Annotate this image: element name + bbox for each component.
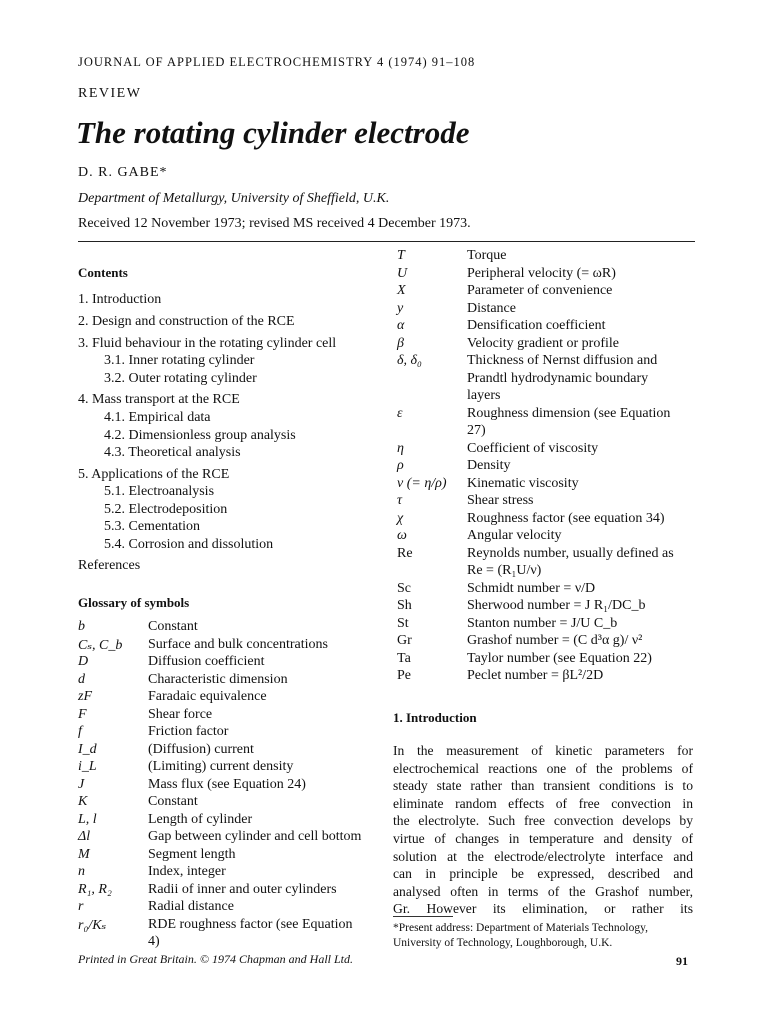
glossary-definition: Characteristic dimension: [148, 671, 288, 687]
glossary-definition: Index, integer: [148, 864, 226, 879]
glossary-definition: Schmidt number = ν/D: [467, 580, 596, 596]
contents-item: 3. Fluid behaviour in the rotating cylinder cell: [78, 336, 337, 351]
glossary-symbol: T: [397, 248, 405, 263]
affiliation: Department of Metallurgy, University of Sheffield, U.K.: [78, 191, 390, 206]
glossary-definition: Length of cylinder: [148, 811, 253, 827]
glossary-symbol: Gr: [397, 633, 412, 648]
glossary-symbol: J: [78, 776, 85, 792]
glossary-definition: RDE roughness factor (see Equation: [148, 916, 353, 932]
section-label: REVIEW: [78, 86, 142, 101]
intro-line: solution at the electrode/electrolyte interface and: [393, 848, 693, 864]
footnote: [393, 921, 648, 951]
glossary-definition: Roughness factor (see equation 34): [467, 510, 665, 526]
contents-item: 5.3. Cementation: [104, 519, 201, 534]
glossary-definition: Gap between cylinder and cell bottom: [148, 829, 362, 844]
glossary-symbol: ν (= η/ρ): [397, 475, 447, 491]
contents-item: 3.2. Outer rotating cylinder: [104, 371, 257, 386]
intro-paragraph: [393, 742, 693, 918]
header-rule: [78, 241, 695, 242]
glossary-symbol: U: [397, 265, 408, 281]
glossary-symbol: Sh: [397, 598, 412, 613]
glossary-symbol: I_d: [78, 741, 97, 757]
glossary-definition: Friction factor: [148, 724, 229, 739]
glossary-symbol: L, l: [78, 811, 97, 827]
glossary-definition: Diffusion coefficient: [148, 654, 265, 669]
glossary-symbol: d: [78, 671, 85, 687]
intro-line: In the measurement of kinetic parameters for: [393, 743, 693, 758]
intro-line: can in principle be expressed, described and: [393, 866, 693, 882]
glossary-symbol: χ: [397, 510, 404, 526]
glossary-definition: 4): [148, 934, 160, 949]
glossary-symbol: r: [78, 899, 84, 914]
contents-item: 4.1. Empirical data: [104, 410, 211, 425]
glossary-symbol: ω: [397, 528, 407, 543]
glossary-symbol: Sc: [397, 580, 411, 596]
intro-line: electrochemical reactions one of the problems of: [393, 760, 693, 776]
contents-item: 5. Applications of the RCE: [78, 467, 230, 482]
footnote-line: *Present address: Department of Materials Technology,: [393, 922, 648, 934]
glossary-symbol: St: [397, 615, 409, 631]
contents-item: 4.3. Theoretical analysis: [104, 445, 241, 460]
glossary-symbol: δ, δ₀: [397, 353, 422, 368]
glossary-definition: Stanton number = J/U C_b: [467, 615, 618, 631]
glossary-definition: Coefficient of viscosity: [467, 440, 599, 456]
glossary-symbol: Pe: [397, 668, 411, 683]
contents-item: 5.2. Electrodeposition: [104, 502, 228, 517]
glossary-symbol: Re: [397, 545, 413, 561]
glossary-definition: (Limiting) current density: [148, 759, 294, 774]
glossary-definition: (Diffusion) current: [148, 741, 254, 757]
footnote-line: University of Technology, Loughborough, U.K.: [393, 937, 613, 949]
glossary-symbol: Δl: [78, 829, 91, 844]
glossary-definition: Grashof number = (C d³α g)/ ν²: [467, 633, 643, 648]
intro-line: virtue of changes in temperature and density of: [393, 830, 693, 846]
glossary-symbol: r₀/Kₛ: [78, 917, 107, 933]
glossary-symbol: Ta: [397, 650, 411, 666]
contents-item: 5.1. Electroanalysis: [104, 484, 215, 499]
glossary-definition: Densification coefficient: [467, 318, 606, 333]
intro-line: steady state rather than transient conditions is to: [393, 778, 693, 794]
glossary-definition: Constant: [148, 619, 198, 634]
author: D. R. GABE*: [78, 165, 168, 180]
intro-line: the electrolyte. Such free convection develops by: [393, 813, 693, 829]
glossary-definition: Segment length: [148, 846, 236, 862]
intro-line: Gr. However its elimination, or rather its: [393, 901, 693, 917]
page-number: 91: [676, 954, 688, 968]
glossary-heading: Glossary of symbols: [78, 595, 190, 610]
glossary-definition: Parameter of convenience: [467, 283, 613, 298]
glossary-symbol: X: [397, 283, 406, 298]
glossary-definition: Distance: [467, 300, 516, 316]
glossary-definition: Constant: [148, 794, 198, 809]
glossary-symbol: R₁, R₂: [78, 881, 112, 897]
glossary-definition: Taylor number (see Equation 22): [467, 650, 652, 666]
glossary-definition: Angular velocity: [467, 528, 562, 543]
glossary-definition: Velocity gradient or profile: [467, 335, 620, 351]
glossary-symbol: zF: [78, 689, 92, 704]
glossary-definition: layers: [467, 388, 501, 403]
glossary-symbol: f: [78, 724, 82, 739]
glossary-definition: Peripheral velocity (= ωR): [467, 265, 616, 281]
paper-title: The rotating cylinder electrode: [76, 115, 470, 150]
glossary-definition: Peclet number = βL²/2D: [467, 668, 604, 683]
glossary-definition: Shear stress: [467, 493, 534, 508]
contents-item: 1. Introduction: [78, 292, 162, 307]
intro-line: eliminate random effects of free convection in: [393, 795, 693, 811]
glossary-definition: 27): [467, 423, 486, 438]
glossary-definition: Density: [467, 458, 511, 473]
contents-heading: Contents: [78, 265, 128, 280]
intro-line: analysed often in terms of the Grashof number,: [393, 883, 693, 899]
glossary-definition: Kinematic viscosity: [467, 475, 579, 491]
glossary-symbol: n: [78, 864, 85, 879]
glossary-symbol: M: [78, 846, 90, 862]
glossary-definition: Shear force: [148, 706, 213, 722]
glossary-definition: Reynolds number, usually defined as: [467, 545, 674, 561]
contents-item: 2. Design and construction of the RCE: [78, 314, 295, 329]
glossary-symbol: i_L: [78, 759, 97, 774]
contents-item: 3.1. Inner rotating cylinder: [104, 353, 255, 368]
glossary-symbol: α: [397, 318, 405, 333]
glossary-symbol: ρ: [397, 458, 404, 473]
glossary-definition: Thickness of Nernst diffusion and: [467, 353, 658, 368]
printed-notice: Printed in Great Britain. © 1974 Chapman and Hall Ltd.: [78, 952, 354, 966]
glossary-definition: Re = (R₁U/ν): [467, 563, 542, 578]
glossary-definition: Sherwood number = J R₁/DC_b: [467, 598, 646, 613]
received-dates: Received 12 November 1973; revised MS received 4 December 1973.: [78, 216, 471, 231]
journal-header: JOURNAL OF APPLIED ELECTROCHEMISTRY 4 (1974) 91–108: [78, 55, 476, 69]
glossary-definition: Prandtl hydrodynamic boundary: [467, 370, 649, 386]
glossary-definition: Roughness dimension (see Equation: [467, 405, 671, 421]
glossary-definition: Mass flux (see Equation 24): [148, 776, 306, 792]
glossary-symbol: η: [397, 440, 404, 456]
glossary-symbol: y: [397, 300, 404, 316]
intro-heading: 1. Introduction: [393, 710, 477, 725]
glossary-symbol: K: [78, 794, 88, 809]
contents-item: 4. Mass transport at the RCE: [78, 392, 240, 407]
glossary-symbol: F: [78, 706, 87, 722]
glossary-definition: Torque: [467, 248, 507, 263]
glossary-symbol: b: [78, 619, 85, 634]
footnote-rule: [393, 916, 453, 917]
glossary-symbol: β: [397, 335, 404, 351]
glossary-definition: Surface and bulk concentrations: [148, 636, 328, 652]
glossary-symbol: D: [78, 654, 89, 669]
glossary-symbol: ε: [397, 405, 403, 421]
glossary-definition: Radii of inner and outer cylinders: [148, 881, 337, 897]
glossary-symbol: τ: [397, 493, 403, 508]
glossary-symbol: Cₛ, C_b: [78, 637, 123, 653]
glossary-definition: Radial distance: [148, 899, 234, 914]
glossary-definition: Faradaic equivalence: [148, 689, 267, 704]
contents-item: References: [78, 558, 141, 573]
contents-item: 5.4. Corrosion and dissolution: [104, 537, 274, 552]
contents-item: 4.2. Dimensionless group analysis: [104, 428, 296, 443]
